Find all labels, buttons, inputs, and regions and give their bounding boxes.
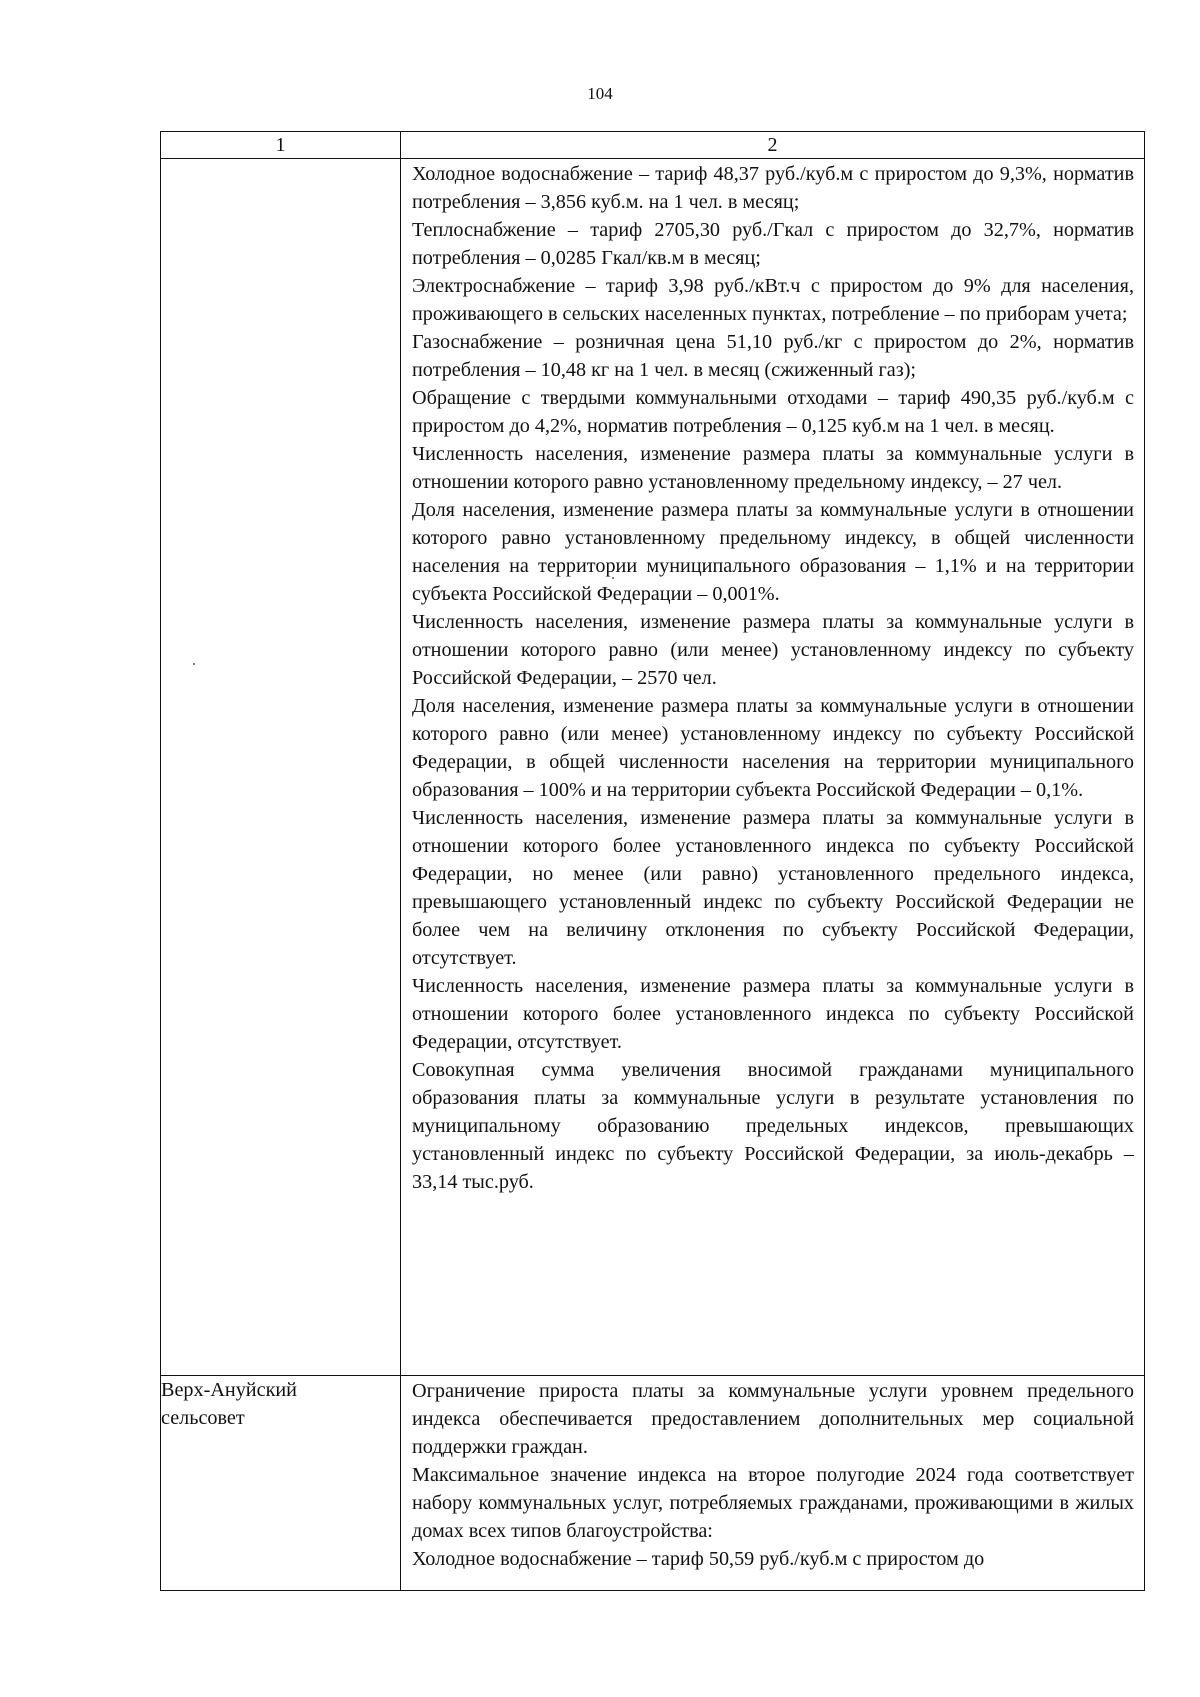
- paragraph-population-above: Численность населения, изменение размера платы за коммунальные услуги в отношении которого более установленного индекса по субъекту Российской Федерации, отсутствует.: [412, 975, 1134, 1053]
- page-number: 104: [587, 84, 613, 103]
- paragraph-gas: Газоснабжение – розничная цена 51,10 руб./кг с приростом до 2%, норматив потребления – 10,48 кг на 1 чел. в месяц (сжиженный газ);: [412, 331, 1134, 381]
- scan-speck: [193, 663, 195, 665]
- paragraph-max-index: Максимальное значение индекса на второе полугодие 2024 года соответствует набору коммунальных услуг, потребляемых гражданами, проживающими в жилых домах всех типов благоустройства:: [412, 1464, 1134, 1542]
- paragraph-electricity: Электроснабжение – тариф 3,98 руб./кВт.ч с приростом до 9% для населения, проживающего в сельских населенных пунктах, потребление – по приборам учета;: [412, 275, 1134, 325]
- column-header-2: 2: [401, 132, 1145, 159]
- paragraph-limit: Ограничение прироста платы за коммунальные услуги уровнем предельного индекса обеспечивается предоставлением дополнительных мер социальной поддержки граждан.: [412, 1380, 1134, 1458]
- table-row: [161, 159, 1145, 1376]
- municipality-type: сельсовет: [161, 1407, 245, 1429]
- paragraph-population-equal: Численность населения, изменение размера платы за коммунальные услуги в отношении которого равно установленному предельному индексу, – 27 чел.: [412, 443, 1134, 493]
- municipality-cell: [161, 1376, 401, 1591]
- description-cell: [401, 159, 1145, 1376]
- paragraph-population-between: Численность населения, изменение размера платы за коммунальные услуги в отношении которого более установленного индекса по субъекту Российской Федерации, но менее (или равно) установленного предельного индекса, превышающего установленный индекс по субъекту Российской Федерации не более чем на величину отклонения по субъекту Российской Федерации, отсутствует.: [412, 807, 1134, 969]
- column-header-1: 1: [161, 132, 401, 159]
- paragraph-waste: Обращение с твердыми коммунальными отходами – тариф 490,35 руб./куб.м с приростом до 4,2%, норматив потребления – 0,125 куб.м на 1 чел. в месяц.: [412, 387, 1134, 437]
- municipality-cell: [161, 159, 401, 1376]
- scan-speck: [612, 577, 614, 579]
- description-cell: [401, 1376, 1145, 1591]
- paragraph-cold-water: Холодное водоснабжение – тариф 50,59 руб./куб.м с приростом до: [412, 1548, 985, 1570]
- paragraph-share-less: Доля населения, изменение размера платы за коммунальные услуги в отношении которого равно (или менее) установленному индексу по субъекту Российской Федерации, в общей численности населения на территории муниципального образования – 100% и на территории субъекта Российской Федерации – 0,1%.: [412, 695, 1134, 801]
- table-row: [161, 1376, 1145, 1591]
- paragraph-heating: Теплоснабжение – тариф 2705,30 руб./Гкал с приростом до 32,7%, норматив потребления – 0,0285 Гкал/кв.м в месяц;: [412, 219, 1134, 269]
- tariff-table: [160, 131, 1145, 1591]
- paragraph-total-increase: Совокупная сумма увеличения вносимой гражданами муниципального образования платы за коммунальные услуги в результате установления по муниципальному образованию предельных индексов, превышающих установленный индекс по субъекту Российской Федерации, за июль-декабрь – 33,14 тыс.руб.: [412, 1059, 1134, 1193]
- table-header-row: [161, 132, 1145, 159]
- municipality-name: Верх-Ануйский: [161, 1379, 297, 1401]
- paragraph-share-equal: Доля населения, изменение размера платы за коммунальные услуги в отношении которого равно установленному предельному индексу, в общей численности населения на территории муниципального образования – 1,1% и на территории субъекта Российской Федерации – 0,001%.: [412, 499, 1134, 605]
- paragraph-population-less: Численность населения, изменение размера платы за коммунальные услуги в отношении которого равно (или менее) установленному индексу по субъекту Российской Федерации, – 2570 чел.: [412, 611, 1134, 689]
- paragraph-cold-water: Холодное водоснабжение – тариф 48,37 руб./куб.м с приростом до 9,3%, норматив потребления – 3,856 куб.м. на 1 чел. в месяц;: [412, 163, 1134, 213]
